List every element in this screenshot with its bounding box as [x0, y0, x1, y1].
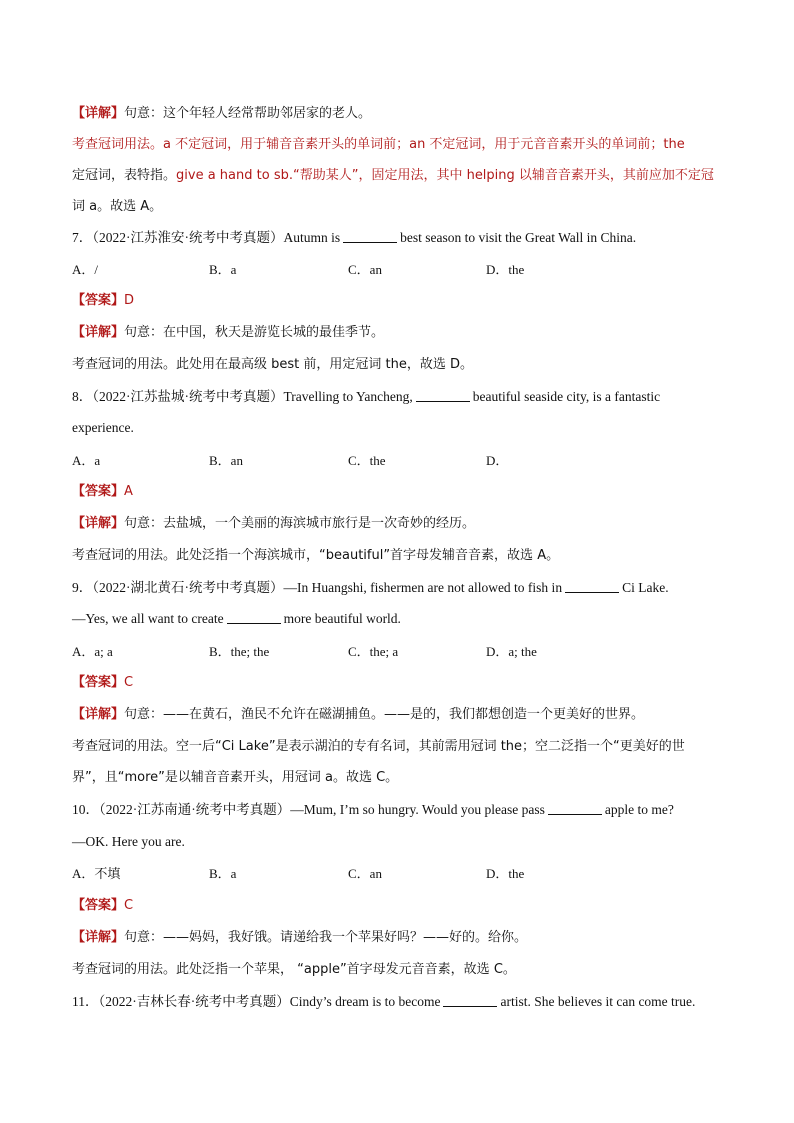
q10-explanation: [72, 962, 732, 978]
q7-detail: 句意：在中国，秋天是游览长城的最佳季节。: [124, 325, 385, 340]
q6-exp2b: give a hand to sb.“帮助某人”，固定用法，其中 helping 以辅音音素开头，其前应加不定冠: [176, 168, 714, 183]
q9-answer: C: [124, 675, 134, 690]
q10-number: 10．（2022·江苏南通·统考中考真题）: [72, 802, 291, 817]
q7-number: 7．（2022·江苏淮安·统考中考真题）: [72, 230, 284, 245]
q6-exp3: 词 a。故选 A。: [72, 199, 163, 214]
q7-answer-line: [72, 293, 732, 309]
detail-tag: 【详解】: [72, 707, 125, 722]
q9-stem-c: —Yes, we all want to create: [72, 611, 224, 626]
q9-explanation-2: [72, 770, 732, 786]
q6-detail: 句意：这个年轻人经常帮助邻居家的老人。: [124, 106, 372, 121]
q11-blank: [443, 994, 497, 1007]
q8-stem-c: experience.: [72, 420, 134, 435]
q10-stem-c: —OK. Here you are.: [72, 834, 185, 849]
q9-explanation-1: [72, 739, 732, 755]
q9-option-b: B．the; the: [209, 644, 270, 659]
q6-explanation-1: [72, 137, 732, 153]
q9-answer-line: [72, 675, 732, 691]
q9-detail-line: [72, 707, 732, 723]
q9-option-a: A．a; a: [72, 644, 113, 659]
q10-stem-a: —Mum, I’m so hungry. Would you please pass: [290, 802, 545, 817]
q8-option-b: B．an: [209, 453, 243, 468]
q9-detail: 句意：——在黄石，渔民不允许在磁湖捕鱼。——是的，我们都想创造一个更美好的世界。: [124, 707, 645, 722]
q9-blank-1: [565, 580, 619, 593]
q8-blank: [416, 389, 470, 402]
q7-detail-line: [72, 325, 732, 341]
q9-stem-b: Ci Lake.: [622, 580, 669, 595]
detail-tag: 【详解】: [72, 930, 125, 945]
detail-tag: 【详解】: [72, 106, 125, 121]
q11-stem-a: Cindy’s dream is to become: [289, 994, 441, 1009]
q9-option-d: D．a; the: [486, 644, 537, 659]
q7-stem-a: Autumn is: [283, 230, 341, 245]
q8-option-a: A．a: [72, 453, 101, 468]
q7-explanation: [72, 357, 732, 373]
q6-exp2a: 定冠词，表特指。: [72, 168, 177, 183]
q7-option-b: B．a: [209, 262, 237, 277]
q10-detail-line: [72, 930, 732, 946]
q9-option-c: C．the; a: [348, 644, 399, 659]
q8-stem-cont: [72, 420, 732, 436]
q9-exp1: 考查冠词的用法。空一后“Ci Lake”是表示湖泊的专有名词，其前需用冠词 the；空二泛指一个“更美好的世: [72, 739, 685, 754]
q10-option-b: B．a: [209, 866, 237, 881]
q9-stem: [72, 580, 732, 596]
q9-exp2: 界”，且“more”是以辅音音素开头，用冠词 a。故选 C。: [72, 770, 399, 785]
q10-exp: 考查冠词的用法。此处泛指一个苹果， “apple”首字母发元音音素，故选 C。: [72, 962, 516, 977]
q7-blank: [343, 230, 397, 243]
answer-tag: 【答案】: [72, 898, 125, 913]
q10-option-a: A．不填: [72, 866, 121, 881]
q10-answer: C: [124, 898, 134, 913]
q9-blank-2: [227, 611, 281, 624]
q8-option-d: D．: [486, 453, 509, 468]
q7-option-d: D．the: [486, 262, 525, 277]
answer-tag: 【答案】: [72, 675, 125, 690]
q11-number: 11．（2022·吉林长春·统考中考真题）: [72, 994, 290, 1009]
q7-option-a: A．/: [72, 262, 99, 277]
q9-stem-2: [72, 611, 732, 627]
q7-stem: [72, 230, 732, 246]
q10-option-d: D．the: [486, 866, 525, 881]
q11-stem: [72, 994, 732, 1010]
q7-answer: D: [124, 293, 135, 308]
q6-detail-line: [72, 106, 732, 122]
q8-explanation: [72, 548, 732, 564]
q9-stem-a: —In Huangshi, fishermen are not allowed to fish in: [283, 580, 563, 595]
q10-stem-b: apple to me?: [604, 802, 674, 817]
q10-stem-2: [72, 834, 732, 850]
q10-option-c: C．an: [348, 866, 382, 881]
q8-stem-b: beautiful seaside city, is a fantastic: [472, 389, 661, 404]
q9-stem-d: more beautiful world.: [283, 611, 401, 626]
q10-detail: 句意：——妈妈，我好饿。请递给我一个苹果好吗？——好的。给你。: [124, 930, 528, 945]
q6-explanation-2: [72, 168, 732, 184]
q8-answer-line: [72, 484, 732, 500]
q8-detail-line: [72, 516, 732, 532]
q7-option-c: C．an: [348, 262, 382, 277]
q8-exp: 考查冠词的用法。此处泛指一个海滨城市，“beautiful”首字母发辅音音素，故选 A。: [72, 548, 560, 563]
q6-exp1: 考查冠词用法。a 不定冠词，用于辅音音素开头的单词前；an 不定冠词，用于元音音素开头的单词前；the: [72, 137, 685, 152]
q9-number: 9．（2022·湖北黄石·统考中考真题）: [72, 580, 284, 595]
q7-exp: 考查冠词的用法。此处用在最高级 best 前，用定冠词 the，故选 D。: [72, 357, 473, 372]
q8-number: 8．（2022·江苏盐城·统考中考真题）: [72, 389, 284, 404]
q10-answer-line: [72, 898, 732, 914]
q8-stem-a: Travelling to Yancheng,: [283, 389, 413, 404]
answer-tag: 【答案】: [72, 293, 125, 308]
q11-stem-b: artist. She believes it can come true.: [500, 994, 696, 1009]
q8-stem: [72, 389, 732, 405]
q7-stem-b: best season to visit the Great Wall in China.: [400, 230, 637, 245]
q10-stem: [72, 802, 732, 818]
q10-blank: [548, 802, 602, 815]
detail-tag: 【详解】: [72, 325, 125, 340]
q8-option-c: C．the: [348, 453, 386, 468]
q8-detail: 句意：去盐城，一个美丽的海滨城市旅行是一次奇妙的经历。: [124, 516, 476, 531]
q6-explanation-3: [72, 199, 732, 215]
detail-tag: 【详解】: [72, 516, 125, 531]
q8-answer: A: [124, 484, 133, 499]
answer-tag: 【答案】: [72, 484, 125, 499]
